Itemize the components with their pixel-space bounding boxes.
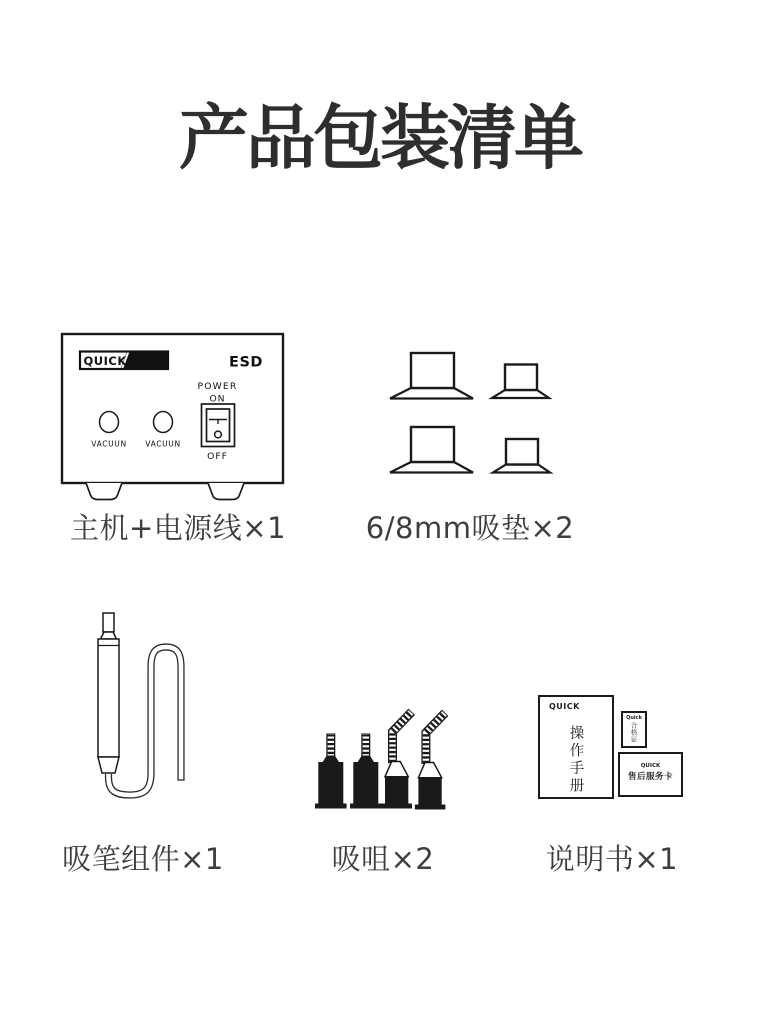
suction-pad-small-2 <box>493 439 550 473</box>
device-foot-right <box>208 483 244 500</box>
device-illustration <box>50 325 295 505</box>
book-brand: QUICK <box>549 702 580 711</box>
nozzle-bent-1 <box>382 712 413 809</box>
page-title: 产品包装清单 <box>179 97 581 179</box>
nozzles-illustration <box>305 695 455 815</box>
cert-title: 合格证 <box>629 722 638 743</box>
vacuum-label-left: VACUUN <box>91 439 127 449</box>
book-title: 操作手册 <box>567 725 584 795</box>
power-label: POWER <box>197 381 238 392</box>
pen-hose <box>109 647 185 795</box>
pen-illustration <box>85 605 195 820</box>
service-title: 售后服务卡 <box>627 772 673 782</box>
suction-pad-large-2 <box>390 427 473 473</box>
nozzle-straight-2 <box>350 734 382 809</box>
vacuum-label-right: VACUUN <box>145 439 181 449</box>
manual-book <box>538 695 614 799</box>
caption-pen: 吸笔组件×1 <box>62 842 224 876</box>
service-card <box>618 752 683 797</box>
pen-body <box>98 613 119 773</box>
pads-illustration <box>385 345 565 480</box>
cert-brand: Quick <box>626 715 642 721</box>
nozzle-straight-1 <box>315 734 347 809</box>
device-foot-left <box>86 483 122 500</box>
brand-text: QUICK <box>83 354 127 368</box>
caption-device: 主机+电源线×1 <box>69 511 287 545</box>
esd-label: ESD <box>229 354 263 371</box>
service-brand: QUICK <box>640 763 661 769</box>
model-text: 382A <box>131 355 167 368</box>
nozzle-bent-2 <box>415 713 446 810</box>
cert-card <box>621 711 647 748</box>
switch-rocker <box>207 409 230 442</box>
caption-pads: 6/8mm吸垫×2 <box>365 511 575 545</box>
brand-logo <box>80 352 168 370</box>
on-label: ON <box>209 393 226 405</box>
power-switch <box>202 404 235 447</box>
caption-nozzles: 吸咀×2 <box>331 842 435 876</box>
suction-pad-small-1 <box>492 365 549 399</box>
suction-pad-large-1 <box>390 353 473 399</box>
caption-manuals: 说明书×1 <box>545 842 679 876</box>
off-label: OFF <box>207 451 228 462</box>
manuals-illustration <box>535 690 693 808</box>
